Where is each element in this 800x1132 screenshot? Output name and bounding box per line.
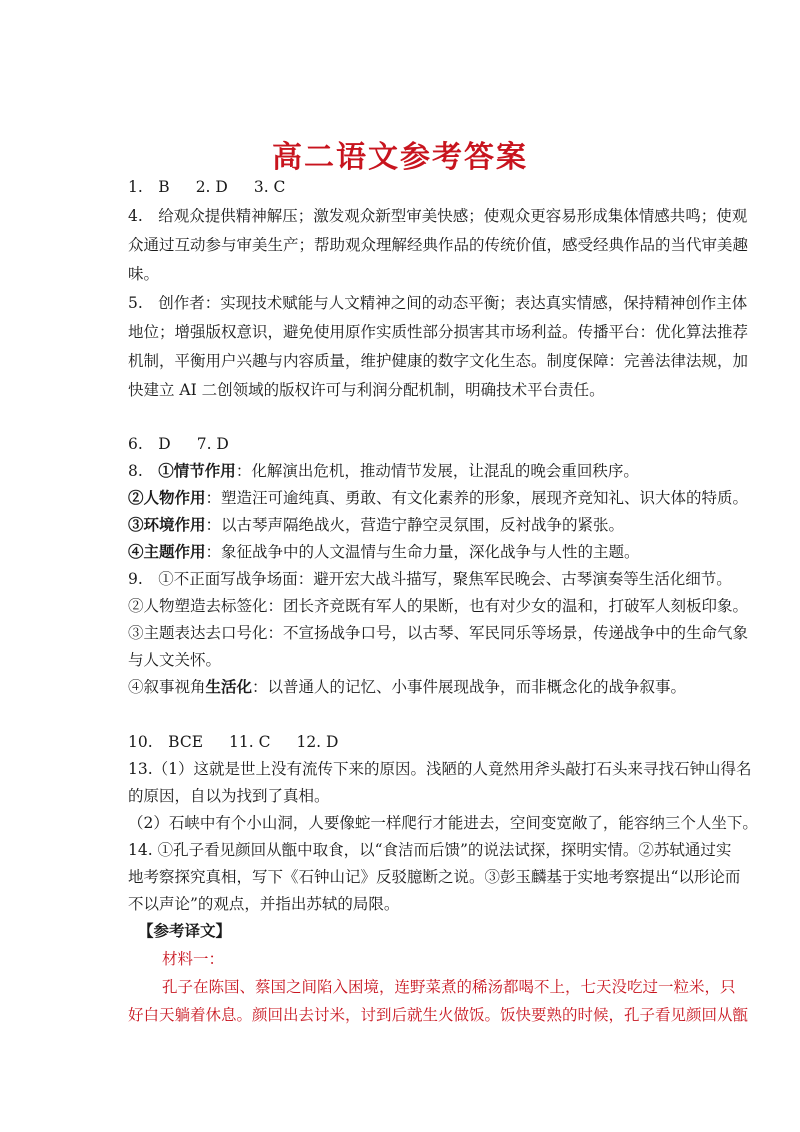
answer-q2: 2. D xyxy=(195,178,228,196)
answer-q14-line: 14. ①孔子看见颜回从甑中取食，以“食洁而后馈”的说法试探，探明实情。②苏轼通过实 xyxy=(128,841,732,859)
answer-q13-line: 的原因，自以为找到了真相。 xyxy=(128,787,330,805)
answer-q8-line: ②人物作用：塑造汪可逾纯真、勇敢、有文化素养的形象，展现齐竞知礼、识大体的特质。 xyxy=(128,488,749,507)
answer-q8-line: ④主题作用：象征战争中的人文温情与生命力量，深化战争与人性的主题。 xyxy=(128,542,640,561)
answer-q13-line: （2）石峡中有个小山洞，人要像蛇一样爬行才能进去，空间变宽敞了，能容纳三个人坐下。 xyxy=(128,814,758,832)
answer-q5-line: 地位；增强版权意识，避免使用原作实质性部分损害其市场利益。传播平台：优化算法推荐 xyxy=(128,323,749,341)
answer-q10: 10. BCE xyxy=(128,733,204,751)
answer-q1-3 xyxy=(128,174,688,200)
answer-q5-line: 快建立 AI 二创领域的版权许可与利润分配机制，明确技术平台责任。 xyxy=(128,381,605,399)
answer-q6: 6. D xyxy=(128,435,171,453)
page-title: 高二语文参考答案 xyxy=(272,140,528,175)
answer-q12: 12. D xyxy=(296,733,339,751)
answer-q14-line: 不以声论”的观点，并指出苏轼的局限。 xyxy=(128,895,400,913)
answer-q9-line: ③主题表达去口号化：不宣扬战争口号，以古琴、军民同乐等场景，传递战争中的生命气象 xyxy=(128,624,749,642)
answer-q9-line: 9. ①不正面写战争场面：避开宏大战斗描写，聚焦军民晚会、古琴演奏等生活化细节。 xyxy=(128,570,732,588)
answer-q9-line: ②人物塑造去标签化：团长齐竞既有军人的果断，也有对少女的温和，打破军人刻板印象。 xyxy=(128,597,749,615)
answer-q11: 11. C xyxy=(229,733,271,751)
answer-q6-7 xyxy=(128,431,688,457)
answer-q3: 3. C xyxy=(253,178,286,196)
answer-label: ①情节作用 xyxy=(158,461,236,480)
material-line: 孔子在陈国、蔡国之间陷入困境，连野菜煮的稀汤都喝不上，七天没吃过一粒米，只 xyxy=(162,978,736,996)
answer-q5-line: 5. 创作者：实现技术赋能与人文精神之间的动态平衡；表达真实情感，保持精神创作主体 xyxy=(128,294,748,312)
answer-q9-line: ④叙事视角生活化：以普通人的记忆、小事件展现战争，而非概念化的战争叙事。 xyxy=(128,677,687,696)
answer-q10-12 xyxy=(128,729,688,755)
answer-label: ③环境作用 xyxy=(128,515,206,534)
reference-translation-heading: 【参考译文】 xyxy=(138,921,232,940)
material-line: 好白天躺着休息。颜回出去讨米，讨到后就生火做饭。饭快要熟的时候，孔子看见颜回从甑 xyxy=(128,1006,749,1024)
material-title: 材料一： xyxy=(162,950,225,968)
answer-label: ②人物作用 xyxy=(128,488,206,507)
answer-q14-line: 地考察探究真相，写下《石钟山记》反驳臆断之说。③彭玉麟基于实地考察提出“以形论而 xyxy=(128,868,741,886)
answer-q8-line: ③环境作用：以古琴声隔绝战火，营造宁静空灵氛围，反衬战争的紧张。 xyxy=(128,515,625,534)
answer-q5-line: 机制，平衡用户兴趣与内容质量，维护健康的数字文化生态。制度保障：完善法律法规，加 xyxy=(128,352,749,370)
answer-label: ④主题作用 xyxy=(128,542,206,561)
answer-q7: 7. D xyxy=(196,435,229,453)
answer-q4-line: 众通过互动参与审美生产；帮助观众理解经典作品的传统价值，感受经典作品的当代审美趣 xyxy=(128,236,749,254)
answer-q4-line: 味。 xyxy=(128,265,160,283)
answer-q9-line: 与人文关怀。 xyxy=(128,651,222,669)
answer-q4-line: 4. 给观众提供精神解压；激发观众新型审美快感；使观众更容易形成集体情感共鸣；使观 xyxy=(128,207,748,225)
answer-q13-line: 13.（1）这就是世上没有流传下来的原因。浅陋的人竟然用斧头敲打石头来寻找石钟山得名 xyxy=(128,760,752,778)
answer-q1: 1. B xyxy=(128,178,170,196)
answer-q8-line: 8. ①情节作用：化解演出危机，推动情节发展，让混乱的晚会重回秩序。 xyxy=(128,461,639,480)
